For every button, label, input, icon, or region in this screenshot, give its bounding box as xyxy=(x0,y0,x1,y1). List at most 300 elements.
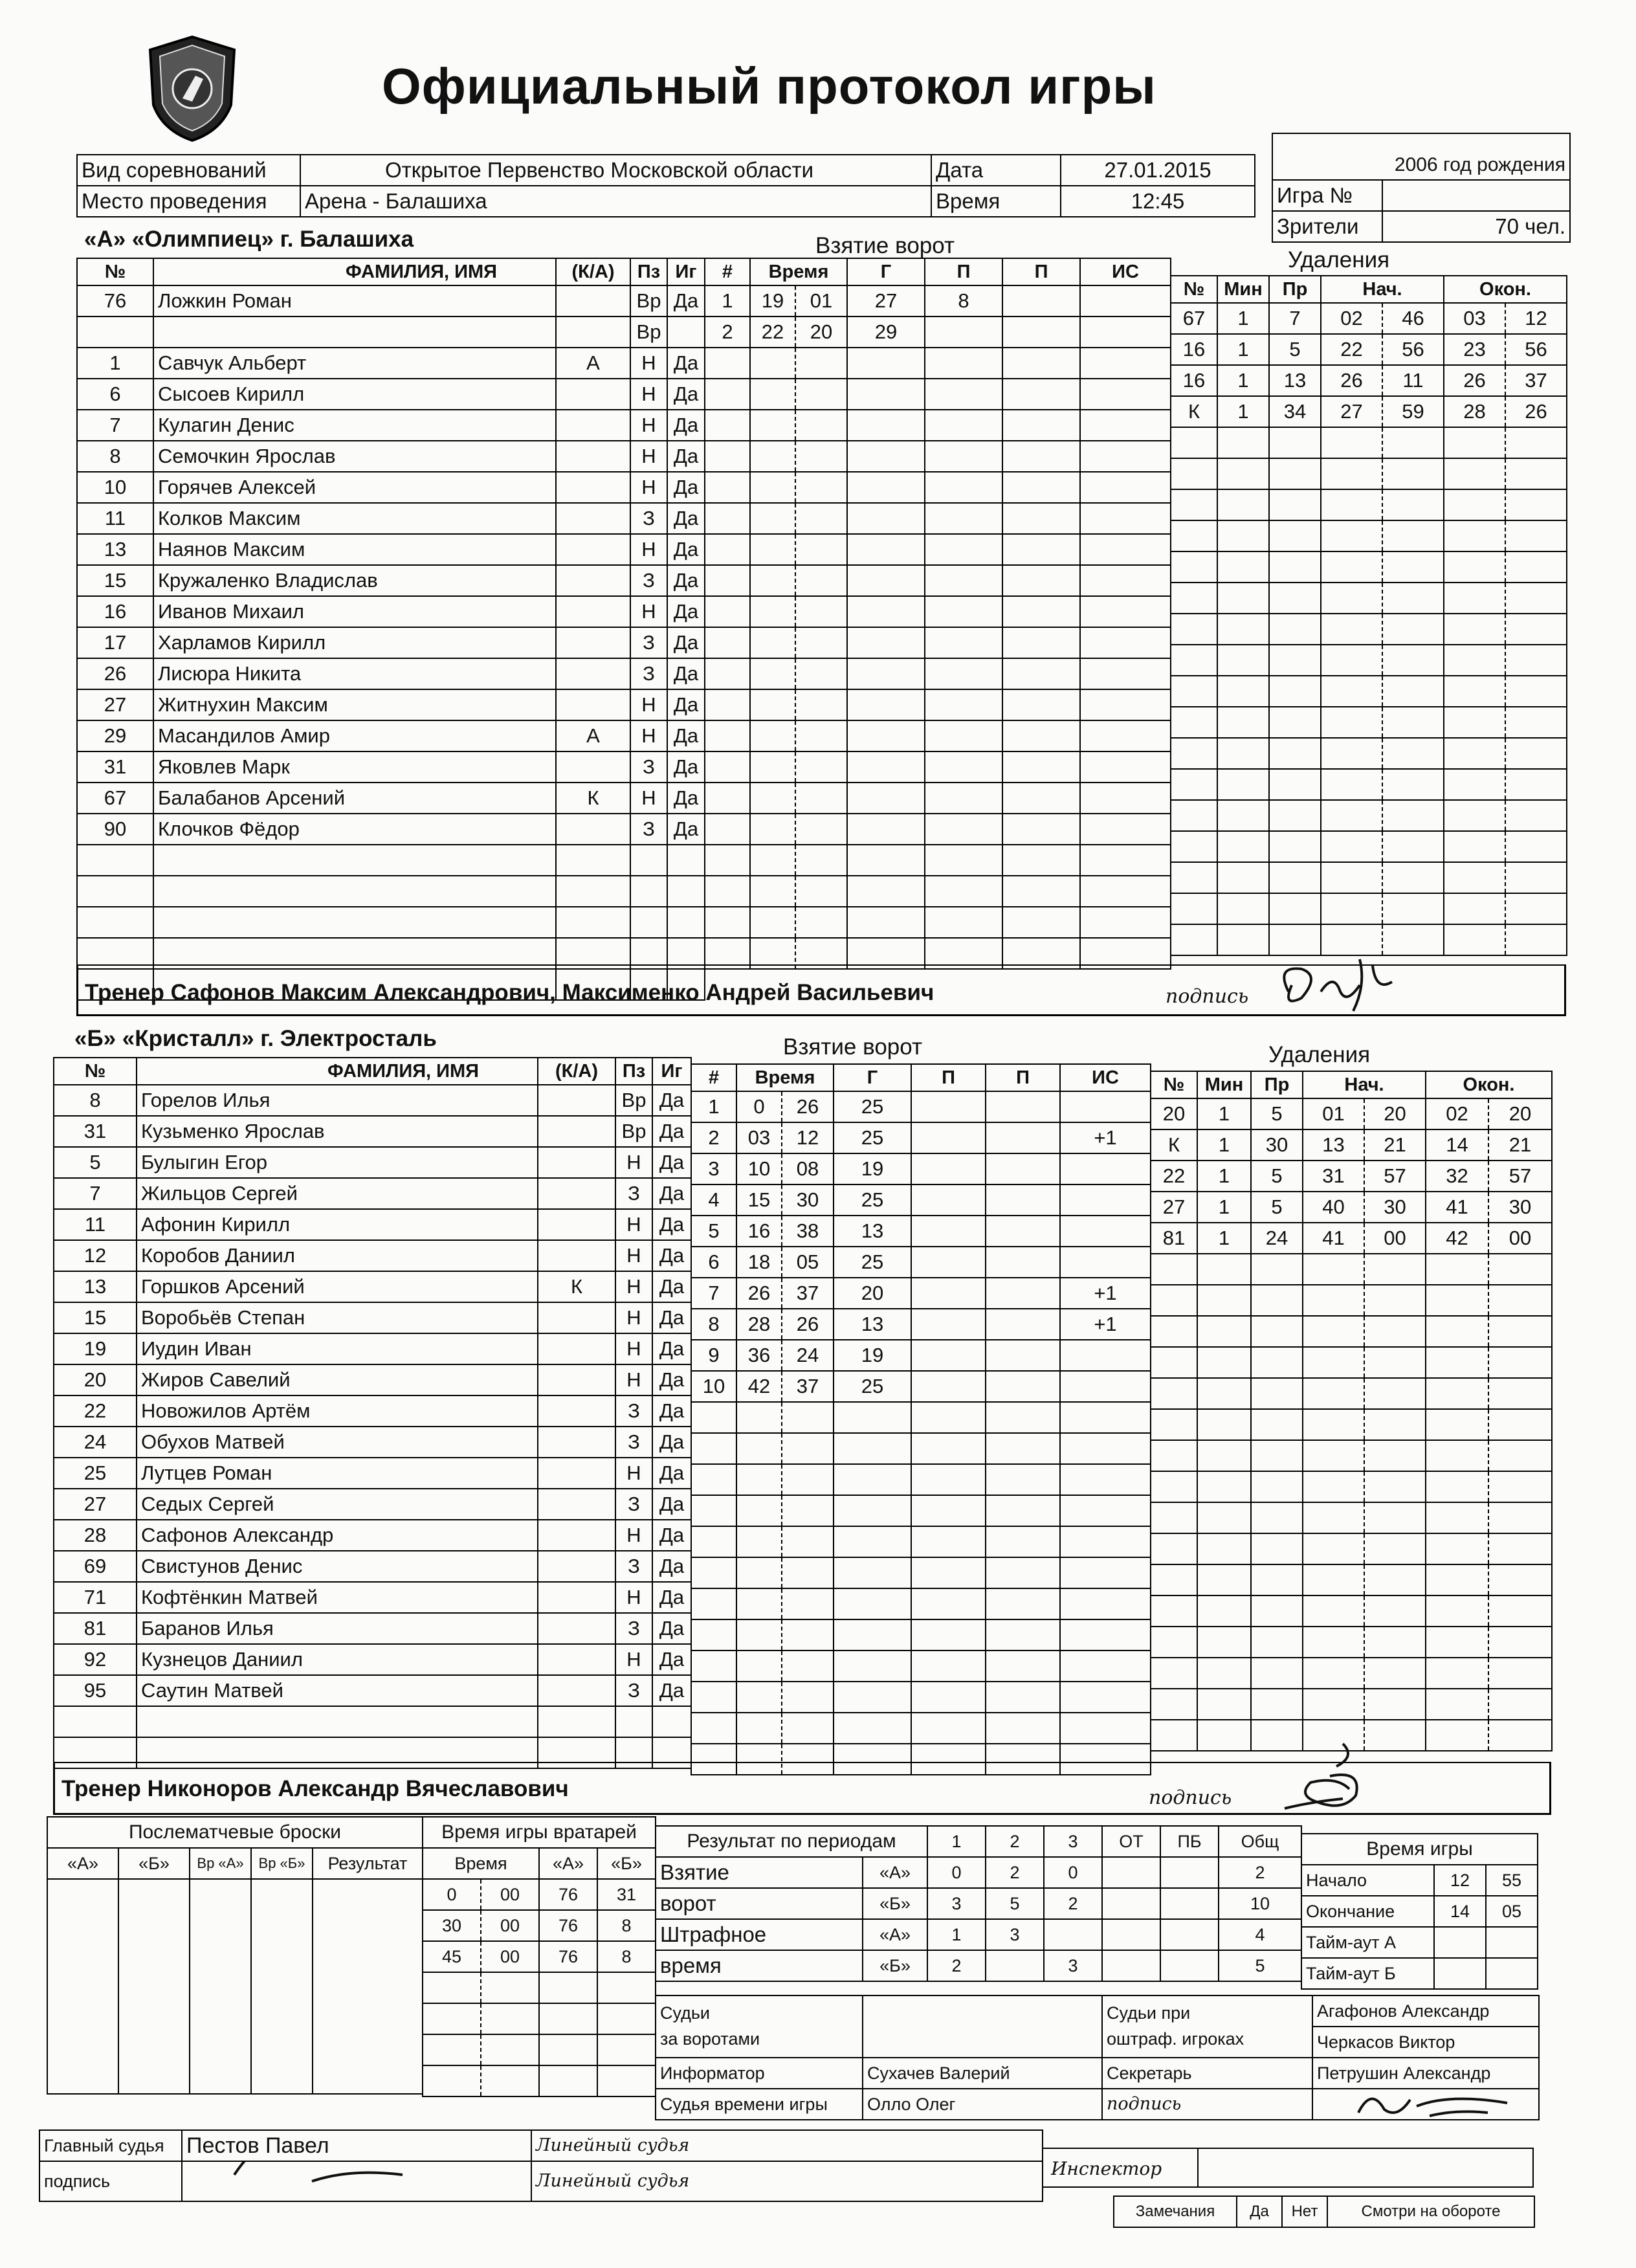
timekeeper-name: Олло Олег xyxy=(863,2089,1102,2120)
player-name: Седых Сергей xyxy=(137,1489,538,1520)
penalty-row xyxy=(1171,645,1567,676)
player-number: 13 xyxy=(77,534,153,565)
goal-second xyxy=(782,1682,834,1713)
goal-situation xyxy=(1060,1588,1151,1619)
goal-minute xyxy=(736,1651,782,1682)
gk-second: 00 xyxy=(481,1941,539,1972)
goal-row xyxy=(691,1309,1151,1340)
player-number: 11 xyxy=(54,1209,137,1240)
period-value xyxy=(1160,1857,1219,1888)
player-position: З xyxy=(615,1613,652,1644)
goal-assist-2 xyxy=(986,1713,1060,1744)
goal-scorer xyxy=(834,1651,911,1682)
player-position: Вр xyxy=(615,1085,652,1116)
goal-situation xyxy=(1080,876,1171,907)
player-played: Да xyxy=(667,503,705,534)
goal-second: 37 xyxy=(782,1371,834,1402)
penalty-player xyxy=(1171,769,1217,800)
player-name: Семочкин Ярослав xyxy=(153,441,556,472)
player-row xyxy=(54,1271,691,1302)
penalty-end-minute xyxy=(1426,1440,1488,1471)
goal-row xyxy=(705,317,1171,348)
gk-row xyxy=(423,1910,656,1941)
penalty-reason xyxy=(1269,645,1321,676)
penalty-end-second: 20 xyxy=(1488,1098,1552,1129)
player-number: 1 xyxy=(77,348,153,379)
goal-scorer: 25 xyxy=(834,1091,911,1122)
penalty-row xyxy=(1171,458,1567,489)
penalty-end-minute xyxy=(1426,1533,1488,1564)
goal-assist-2 xyxy=(1002,596,1080,627)
team-a-roster xyxy=(76,258,705,1001)
goal-row xyxy=(705,720,1171,751)
goal-scorer xyxy=(847,596,925,627)
header-right-block xyxy=(1272,133,1571,243)
player-row xyxy=(77,285,705,317)
penalty-player xyxy=(1151,1409,1197,1440)
goal-second: 20 xyxy=(795,317,847,348)
period-overtime: ОТ xyxy=(1102,1826,1160,1857)
player-played: Да xyxy=(652,1427,691,1458)
game-time-title: Время игры xyxy=(1301,1834,1538,1865)
penalty-minutes xyxy=(1217,738,1269,769)
player-number: 15 xyxy=(54,1302,137,1333)
goal-number xyxy=(705,814,750,845)
league-logo xyxy=(144,34,241,144)
goal-assist-1 xyxy=(911,1402,986,1433)
penalty-end-minute: 41 xyxy=(1426,1192,1488,1223)
goal-assist-1 xyxy=(925,658,1002,689)
period-value: 3 xyxy=(1044,1950,1102,1981)
penalty-player xyxy=(1151,1627,1197,1658)
player-position: Вр xyxy=(630,285,667,317)
penalty-minutes: 1 xyxy=(1197,1223,1251,1254)
player-name: Горелов Илья xyxy=(137,1085,538,1116)
gk-team-a xyxy=(539,1972,597,2003)
goal-scorer: 25 xyxy=(834,1247,911,1278)
penalty-start-second xyxy=(1382,489,1444,520)
penalty-end-minute xyxy=(1426,1471,1488,1502)
player-played: Да xyxy=(652,1395,691,1427)
penalty-start-second xyxy=(1364,1471,1426,1502)
penalty-row xyxy=(1151,1658,1552,1689)
goal-number: 2 xyxy=(705,317,750,348)
player-name: Обухов Матвей xyxy=(137,1427,538,1458)
goal-second xyxy=(782,1526,834,1557)
remarks-no: Нет xyxy=(1282,2196,1327,2227)
penalty-minutes xyxy=(1197,1533,1251,1564)
penalty-row xyxy=(1151,1533,1552,1564)
goal-assist-2 xyxy=(1002,907,1080,938)
goal-situation xyxy=(1080,596,1171,627)
time-label: Время xyxy=(931,186,1061,217)
inspector-label: Инспектор xyxy=(1051,2158,1162,2179)
penalty-player xyxy=(1151,1285,1197,1316)
goal-judges-label-1: Судьи xyxy=(660,2003,711,2023)
penalty-minutes xyxy=(1197,1627,1251,1658)
goal-second xyxy=(795,379,847,410)
penalty-minutes xyxy=(1217,676,1269,707)
goal-number xyxy=(705,627,750,658)
player-name: Харламов Кирилл xyxy=(153,627,556,658)
goal-scorer xyxy=(847,348,925,379)
penalty-player xyxy=(1171,707,1217,738)
goal-scorer xyxy=(847,379,925,410)
period-row-team: «А» xyxy=(863,1857,927,1888)
penalty-end-minute xyxy=(1444,769,1505,800)
competition-value: Открытое Первенство Московской области xyxy=(300,155,931,186)
player-captain-mark xyxy=(538,1613,615,1644)
gk-team-a xyxy=(539,2003,597,2034)
player-number: 16 xyxy=(77,596,153,627)
goal-situation xyxy=(1060,1247,1151,1278)
penalty-start-minute xyxy=(1321,551,1382,583)
player-number: 8 xyxy=(54,1085,137,1116)
goal-scorer xyxy=(847,534,925,565)
goal-second: 30 xyxy=(782,1184,834,1216)
goal-assist-1 xyxy=(911,1495,986,1526)
goal-minute xyxy=(736,1588,782,1619)
penalty-minutes: 1 xyxy=(1217,303,1269,334)
goal-row xyxy=(691,1557,1151,1588)
col-goal-time: Время xyxy=(736,1064,834,1091)
goal-assist-2 xyxy=(1002,534,1080,565)
goal-assist-2 xyxy=(1002,876,1080,907)
goal-row xyxy=(691,1433,1151,1464)
goal-scorer xyxy=(847,814,925,845)
goal-minute: 15 xyxy=(736,1184,782,1216)
goal-situation xyxy=(1060,1340,1151,1371)
goal-second xyxy=(795,845,847,876)
player-captain-mark: К xyxy=(556,783,630,814)
goal-minute: 26 xyxy=(736,1278,782,1309)
period-results-table xyxy=(655,1825,1302,1982)
penalty-reason xyxy=(1269,583,1321,614)
penalty-start-second xyxy=(1364,1533,1426,1564)
player-captain-mark xyxy=(538,1333,615,1364)
penalty-row xyxy=(1171,427,1567,458)
penalty-player: 16 xyxy=(1171,365,1217,396)
goal-second xyxy=(782,1433,834,1464)
goal-assist-1 xyxy=(911,1526,986,1557)
player-position: З xyxy=(630,814,667,845)
goal-number xyxy=(705,876,750,907)
penalty-end-second: 57 xyxy=(1488,1161,1552,1192)
period-row-label: Взятие xyxy=(656,1857,863,1888)
player-row xyxy=(77,565,705,596)
goal-number xyxy=(705,845,750,876)
penalty-box-judges-label-1: Судьи при xyxy=(1107,2003,1191,2023)
goal-second xyxy=(795,348,847,379)
player-captain-mark xyxy=(556,379,630,410)
player-captain-mark xyxy=(538,1427,615,1458)
goal-situation xyxy=(1080,814,1171,845)
penalty-end-second xyxy=(1505,551,1567,583)
goal-minute: 03 xyxy=(736,1122,782,1153)
penalty-end-second xyxy=(1488,1502,1552,1533)
penalty-end-second xyxy=(1488,1285,1552,1316)
player-position: Н xyxy=(630,534,667,565)
goal-situation xyxy=(1060,1526,1151,1557)
penalty-player xyxy=(1171,520,1217,551)
penalty-minutes xyxy=(1217,520,1269,551)
goal-assist-1 xyxy=(925,751,1002,783)
player-played: Да xyxy=(652,1147,691,1178)
player-position: Н xyxy=(630,720,667,751)
gk-team-a: 76 xyxy=(539,1941,597,1972)
penalty-start-second xyxy=(1364,1316,1426,1347)
gk-second: 00 xyxy=(481,1879,539,1910)
col-goal-time: Время xyxy=(750,258,847,285)
player-name: Сафонов Александр xyxy=(137,1520,538,1551)
penalty-start-minute xyxy=(1321,831,1382,862)
col-goal-situation: ИС xyxy=(1080,258,1171,285)
penalty-player xyxy=(1171,924,1217,955)
goal-assist-2 xyxy=(1002,317,1080,348)
player-played: Да xyxy=(652,1302,691,1333)
player-number: 67 xyxy=(77,783,153,814)
player-position: Вр xyxy=(615,1116,652,1147)
penalty-row xyxy=(1151,1440,1552,1471)
player-row xyxy=(77,720,705,751)
penalty-minutes xyxy=(1197,1595,1251,1627)
goal-scorer xyxy=(834,1464,911,1495)
chief-referee-signature xyxy=(221,2161,493,2201)
team-b-signature-label: подпись xyxy=(1149,1786,1232,1809)
goals-row-a xyxy=(656,1857,1301,1888)
penalty-start-second: 20 xyxy=(1364,1098,1426,1129)
goal-situation xyxy=(1080,907,1171,938)
team-b-roster xyxy=(53,1057,692,1769)
col-name: ФАМИЛИЯ, ИМЯ xyxy=(327,1061,479,1082)
goal-assist-1 xyxy=(925,503,1002,534)
goal-second xyxy=(795,751,847,783)
goal-second xyxy=(795,565,847,596)
gk-col-a: «А» xyxy=(539,1848,597,1879)
player-row xyxy=(77,596,705,627)
penalty-player: 67 xyxy=(1171,303,1217,334)
venue-value: Арена - Балашиха xyxy=(300,186,931,217)
goal-situation xyxy=(1080,565,1171,596)
goal-assist-1: 8 xyxy=(925,285,1002,317)
penalty-reason xyxy=(1251,1658,1303,1689)
pim-row-b xyxy=(656,1950,1301,1981)
col-pz: Пз xyxy=(615,1058,652,1085)
goal-assist-1 xyxy=(925,845,1002,876)
game-end-label: Окончание xyxy=(1301,1896,1434,1927)
goal-assist-2 xyxy=(1002,565,1080,596)
penalty-end-second xyxy=(1505,924,1567,955)
goal-number xyxy=(705,596,750,627)
col-assist-1: П xyxy=(911,1064,986,1091)
game-start-minutes: 55 xyxy=(1486,1865,1538,1896)
goal-minute: 10 xyxy=(736,1153,782,1184)
goal-situation xyxy=(1060,1153,1151,1184)
penalty-minutes xyxy=(1197,1285,1251,1316)
penalty-player xyxy=(1171,862,1217,893)
player-captain-mark xyxy=(538,1675,615,1706)
gk-team-a: 76 xyxy=(539,1910,597,1941)
player-name: Сысоев Кирилл xyxy=(153,379,556,410)
team-a-coach-signature xyxy=(1263,946,1457,1017)
player-played: Да xyxy=(667,814,705,845)
player-position: Н xyxy=(615,1458,652,1489)
player-position: З xyxy=(615,1178,652,1209)
penalty-end-minute: 42 xyxy=(1426,1223,1488,1254)
col-assist-1: П xyxy=(925,258,1002,285)
player-position: З xyxy=(630,751,667,783)
goal-assist-1 xyxy=(911,1433,986,1464)
player-captain-mark xyxy=(556,627,630,658)
goal-assist-1 xyxy=(911,1464,986,1495)
goal-assist-1 xyxy=(911,1371,986,1402)
player-captain-mark: А xyxy=(556,720,630,751)
penalty-end-minute xyxy=(1426,1564,1488,1595)
goal-minute xyxy=(750,720,795,751)
penalty-player: 16 xyxy=(1171,334,1217,365)
penalty-start-second xyxy=(1364,1347,1426,1378)
player-captain-mark xyxy=(556,317,630,348)
player-played: Да xyxy=(667,472,705,503)
period-value: 0 xyxy=(927,1857,986,1888)
player-captain-mark xyxy=(538,1395,615,1427)
period-value: 0 xyxy=(1044,1857,1102,1888)
player-captain-mark xyxy=(538,1644,615,1675)
penalty-reason xyxy=(1269,614,1321,645)
player-row xyxy=(77,876,705,907)
goal-assist-2 xyxy=(986,1464,1060,1495)
goal-second: 24 xyxy=(782,1340,834,1371)
goal-row xyxy=(705,472,1171,503)
period-2: 2 xyxy=(986,1826,1044,1857)
penalty-start-second xyxy=(1382,583,1444,614)
goal-row xyxy=(705,596,1171,627)
player-number: 29 xyxy=(77,720,153,751)
player-captain-mark xyxy=(556,534,630,565)
player-name: Колков Максим xyxy=(153,503,556,534)
penalty-end-minute xyxy=(1444,676,1505,707)
player-number: 15 xyxy=(77,565,153,596)
penalty-start-minute: 02 xyxy=(1321,303,1382,334)
goal-situation: +1 xyxy=(1060,1278,1151,1309)
birth-year: 2006 год рождения xyxy=(1272,133,1570,180)
goal-scorer xyxy=(834,1433,911,1464)
player-captain-mark xyxy=(538,1116,615,1147)
goal-minute xyxy=(750,348,795,379)
penalty-row xyxy=(1151,1161,1552,1192)
penalty-end-minute xyxy=(1444,614,1505,645)
penalty-row xyxy=(1151,1409,1552,1440)
penalty-start-second: 46 xyxy=(1382,303,1444,334)
goal-number: 1 xyxy=(691,1091,736,1122)
penalty-start-minute xyxy=(1303,1440,1364,1471)
player-played: Да xyxy=(667,720,705,751)
goal-assist-2 xyxy=(1002,503,1080,534)
penalty-end-second xyxy=(1488,1316,1552,1347)
goal-assist-1 xyxy=(911,1557,986,1588)
penalty-end-second: 37 xyxy=(1505,365,1567,396)
goal-situation xyxy=(1080,503,1171,534)
penalty-start-minute xyxy=(1321,738,1382,769)
goal-situation xyxy=(1080,379,1171,410)
player-captain-mark xyxy=(556,441,630,472)
team-b-penalties-title: Удаления xyxy=(1268,1042,1371,1067)
goal-situation xyxy=(1060,1371,1151,1402)
penalty-start-second xyxy=(1382,738,1444,769)
penalty-player xyxy=(1171,551,1217,583)
penalty-row xyxy=(1171,365,1567,396)
penalty-player xyxy=(1171,800,1217,831)
player-captain-mark xyxy=(538,1178,615,1209)
penalty-minutes xyxy=(1217,458,1269,489)
penalty-reason xyxy=(1269,520,1321,551)
penalty-start-minute: 26 xyxy=(1321,365,1382,396)
player-number: 90 xyxy=(77,814,153,845)
goal-situation xyxy=(1080,689,1171,720)
goal-assist-1 xyxy=(911,1651,986,1682)
penalty-reason: 24 xyxy=(1251,1223,1303,1254)
period-row-label: ворот xyxy=(656,1888,863,1919)
goal-situation xyxy=(1080,783,1171,814)
penalty-row xyxy=(1171,676,1567,707)
goal-assist-2 xyxy=(1002,627,1080,658)
goal-second: 26 xyxy=(782,1309,834,1340)
penalty-end-minute: 32 xyxy=(1426,1161,1488,1192)
goal-scorer xyxy=(847,658,925,689)
penalty-end-minute xyxy=(1444,893,1505,924)
player-name: Новожилов Артём xyxy=(137,1395,538,1427)
goal-situation xyxy=(1080,348,1171,379)
goal-row xyxy=(705,751,1171,783)
player-row xyxy=(54,1116,691,1147)
player-captain-mark xyxy=(556,689,630,720)
penalty-player xyxy=(1171,583,1217,614)
player-number: 26 xyxy=(77,658,153,689)
player-played: Да xyxy=(667,379,705,410)
penalty-start-minute xyxy=(1303,1285,1364,1316)
player-number: 17 xyxy=(77,627,153,658)
penalty-reason xyxy=(1269,551,1321,583)
penalty-start-minute xyxy=(1321,893,1382,924)
penalty-end-second xyxy=(1488,1471,1552,1502)
goal-minute: 28 xyxy=(736,1309,782,1340)
period-value xyxy=(1102,1919,1160,1950)
penalty-row xyxy=(1171,769,1567,800)
player-name: Яковлев Марк xyxy=(153,751,556,783)
goal-number xyxy=(705,441,750,472)
secretary-name: Петрушин Александр xyxy=(1312,2058,1539,2089)
penalty-end-second: 56 xyxy=(1505,334,1567,365)
goal-assist-1 xyxy=(911,1091,986,1122)
col-ig: Иг xyxy=(652,1058,691,1085)
gk-col-time: Время xyxy=(423,1848,539,1879)
penalty-row xyxy=(1171,583,1567,614)
penalty-minutes xyxy=(1197,1720,1251,1751)
goal-judges-label-2: за воротами xyxy=(660,2029,760,2049)
player-position: Н xyxy=(630,441,667,472)
player-played: Да xyxy=(652,1582,691,1613)
penalty-start-minute xyxy=(1303,1595,1364,1627)
goal-assist-1 xyxy=(911,1153,986,1184)
game-number-label: Игра № xyxy=(1272,180,1382,211)
penalty-end-minute xyxy=(1444,520,1505,551)
penalty-minutes: 1 xyxy=(1197,1098,1251,1129)
goal-number xyxy=(705,720,750,751)
goal-situation xyxy=(1060,1495,1151,1526)
player-position: Вр xyxy=(630,317,667,348)
player-number: 7 xyxy=(77,410,153,441)
gk-minute: 30 xyxy=(423,1910,481,1941)
